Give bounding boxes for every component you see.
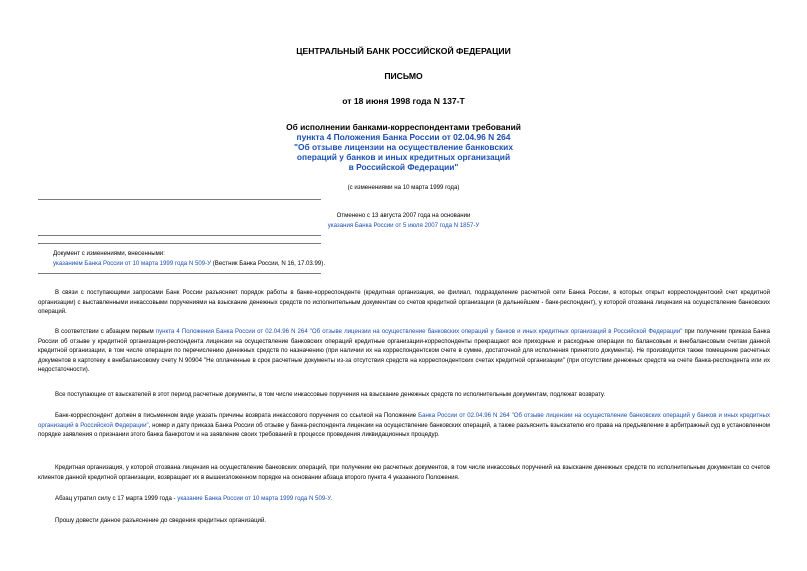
paragraph-6	[38, 494, 770, 504]
document-date-number: от 18 июня 1998 года N 137-Т	[342, 96, 465, 106]
paragraph-4-text: , номер и дату приказа Банка России об отзыве у банка-респондента лицензии на осуществление банковских операций, а также разъяснить взыскателю его права на предъявление в арбитражный суд в установленном порядке заявления о признании этого банка банкротом и на заявление своих требований в процессе проведения ликвидационных процедур.	[38, 421, 770, 439]
changes-tail: (Вестник Банка России, N 16, 17.03.99).	[211, 260, 326, 267]
regulation-264-link-2[interactable]: Банка России от 02.04.96 N 264 "Об отзыве лицензии на осуществление банковских операций у банков и иных кредитных организаций в Российской Федерации"	[38, 412, 771, 429]
subject-link-line-5[interactable]: в Российской Федерации"	[348, 162, 459, 172]
document-type: ПИСЬМО	[384, 71, 423, 81]
changes-reference	[53, 259, 325, 268]
subject-link-line-2[interactable]: пункта 4 Положения Банка России от 02.04.96 N 264	[296, 132, 511, 142]
paragraph-3: Все поступающие от взыскателей в этот период расчетные документы, в том числе инкассовые поручения на взыскание денежных средств по исполнительным документам, подлежат возврату.	[55, 391, 606, 398]
divider	[38, 235, 321, 236]
paragraph-5: Кредитная организация, у которой отозвана лицензия на осуществление банковских операций, при получении ею расчетных документов, в том числе инкассовых поручений на взыскание денежных средств по исполнительным документам со счетов клиентов данной кредитной организации, возвращает их в вышеизложенном порядке на основании абзаца второго пункта 4 указанного Положения.	[38, 464, 770, 481]
subject-line-1: Об исполнении банками-корреспондентами требований	[286, 122, 521, 132]
changes-intro: Документ с изменениями, внесенными:	[53, 250, 165, 257]
paragraph-4-text: Банк-корреспондент должен в письменном виде указать причины возврата инкассового поручения со ссылкой на Положение	[55, 412, 419, 419]
paragraph-2-text: В соответствии с абзацем первым	[55, 328, 156, 335]
divider	[38, 273, 321, 274]
document-subject	[0, 122, 807, 172]
regulation-264-link[interactable]: пункта 4 Положения Банка России от 02.04.96 N 264 "Об отзыве лицензии на осуществление банковских операций у банков и иных кредитных организаций в Российской Федерации"	[155, 328, 683, 335]
paragraph-6-text: .	[330, 495, 333, 502]
cancellation-note: Отменено с 13 августа 2007 года на основании	[336, 212, 471, 219]
amendment-note: (с изменениями на 10 марта 1999 года)	[347, 184, 460, 191]
divider	[38, 243, 321, 244]
subject-link-line-3[interactable]: "Об отзыве лицензии на осуществление банковских	[294, 142, 513, 152]
instruction-509-link[interactable]: указание Банка России от 10 марта 1999 года N 509-У	[177, 495, 331, 502]
paragraph-7: Прошу довести данное разъяснение до сведения кредитных организаций.	[55, 517, 267, 524]
cancellation-link-wrap	[0, 221, 807, 230]
subject-link-line-4[interactable]: операций у банков и иных кредитных организаций	[296, 152, 511, 162]
issuer-title: ЦЕНТРАЛЬНЫЙ БАНК РОССИЙСКОЙ ФЕДЕРАЦИИ	[296, 46, 511, 56]
paragraph-2	[38, 327, 770, 375]
changes-link[interactable]: указанием Банка России от 10 марта 1999 года N 509-У	[53, 260, 212, 267]
paragraph-6-text: Абзац утратил силу с 17 марта 1999 года -	[55, 495, 178, 502]
paragraph-4	[38, 411, 770, 440]
divider	[38, 199, 321, 200]
paragraph-2-text: при получении приказа Банка России об отзыве у кредитной организации-респондента лицензии на осуществление банковских операций кредитные организации-корреспонденты прекращают все приходные и расходные операции по балансовым и внебалансовым счетам данной кредитной организации, в том числе операции по перечислению денежных средств по назначению (при наличии их на корреспондентском счете в сумме, достаточной для исполнения принятого документа). Не производится также помещение расчетных документов в картотеку к внебалансовому счету N 90904 "Не оплаченные в срок расчетные документы из-за отсутствия средств на корреспондентских счетах кредитной организации" (при отсутствии денежных средств на счете банка-респондента или их недостаточности).	[38, 328, 771, 374]
paragraph-1: В связи с поступающими запросами Банк России разъясняет порядок работы в банке-корреспонденте (кредитная организация, ее филиал, подразделение расчетной сети Банка России, в которых открыт корреспондентский счет кредитной организации) с выставленными инкассовыми поручениями на взыскание денежных средств по исполнительным документам со счетов кредитной организации (в дальнейшем - банк-респондент), у которой отозвана лицензия на осуществление банковских операций.	[38, 289, 770, 316]
cancellation-link[interactable]: указания Банка России от 5 июля 2007 года N 1857-У	[327, 222, 480, 229]
